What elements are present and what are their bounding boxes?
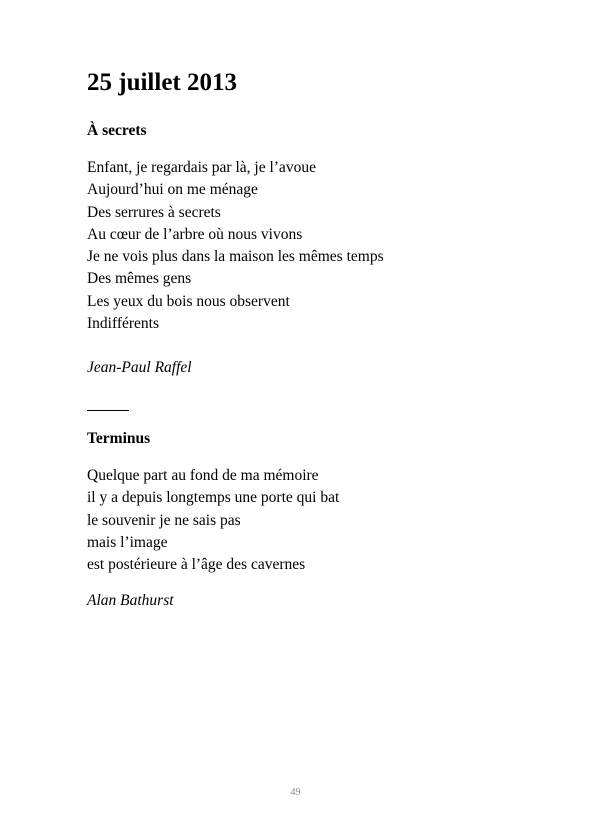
date-heading: 25 juillet 2013 — [87, 69, 237, 96]
poem-line: est postérieure à l’âge des cavernes — [87, 556, 306, 574]
poem-line: il y a depuis longtemps une porte qui bat — [87, 489, 340, 507]
poem-line: Des mêmes gens — [87, 270, 192, 288]
poem-line: mais l’image — [87, 533, 168, 551]
poem-line: Aujourd’hui on me ménage — [87, 181, 258, 199]
poem-author-raffel: Jean-Paul Raffel — [87, 359, 192, 376]
poem-line: Quelque part au fond de ma mémoire — [87, 467, 319, 484]
section-separator — [87, 410, 129, 411]
poem-line: le souvenir je ne sais pas — [87, 511, 241, 529]
poem-line: Indifférents — [87, 315, 160, 333]
poem-line: Les yeux du bois nous observent — [87, 292, 290, 310]
poem-line: Au cœur de l’arbre où nous vivons — [87, 225, 303, 243]
poem-title-terminus: Terminus — [87, 430, 151, 447]
page-number: 49 — [290, 787, 301, 798]
poem-body-a-secrets — [87, 157, 384, 335]
poem-title-a-secrets: À secrets — [87, 122, 147, 139]
poem-line: Des serrures à secrets — [87, 203, 221, 221]
poem-body-terminus — [87, 465, 339, 576]
poem-line: Enfant, je regardais par là, je l’avoue — [87, 159, 316, 176]
poem-author-bathurst: Alan Bathurst — [87, 592, 174, 609]
poem-line: Je ne vois plus dans la maison les mêmes temps — [87, 248, 384, 266]
